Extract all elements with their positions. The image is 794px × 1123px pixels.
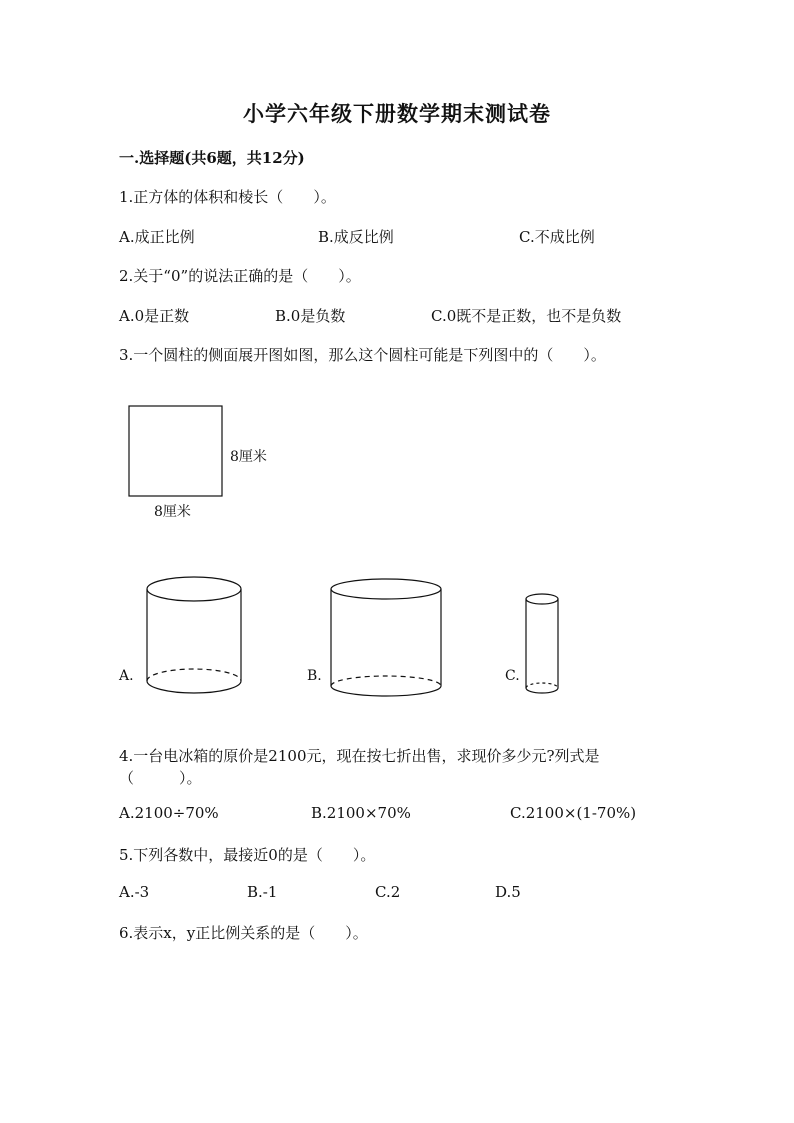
question-5-option-d: D.5 [495, 883, 521, 901]
question-2-option-b: B.0是负数 [275, 307, 346, 325]
question-1-option-b: B.成反比例 [318, 228, 394, 246]
question-1-option-a: A.成正比例 [119, 228, 195, 246]
page-title: 小学六年级下册数学期末测试卷 [243, 101, 551, 126]
question-4-option-c: C.2100×(1-70%) [510, 804, 637, 822]
question-5-option-c: C.2 [375, 883, 401, 901]
question-1-text: 1.正方体的体积和棱长（ ）。 [119, 188, 336, 206]
square-bottom-label: 8厘米 [154, 504, 191, 520]
section-heading: 一.选择题(共6题，共12分) [119, 149, 305, 167]
unfolded-side-square [129, 406, 222, 496]
cylinder-b [331, 579, 441, 696]
question-1-option-c: C.不成比例 [519, 228, 595, 246]
cylinder-c-label: C. [505, 668, 520, 684]
question-2-option-a: A.0是正数 [119, 307, 190, 325]
question-5-option-a: A.-3 [119, 883, 150, 901]
question-2-text: 2.关于“0”的说法正确的是（ ）。 [119, 267, 361, 285]
question-4-option-a: A.2100÷70% [119, 804, 219, 822]
question-4-text-line2: （ ）。 [119, 769, 202, 787]
question-3-text: 3.一个圆柱的侧面展开图如图，那么这个圆柱可能是下列图中的（ ）。 [119, 346, 606, 364]
question-4-text-line1: 4.一台电冰箱的原价是2100元，现在按七折出售，求现价多少元?列式是 [119, 747, 600, 765]
cylinder-a-label: A. [119, 668, 134, 684]
square-side-label: 8厘米 [230, 449, 267, 465]
question-2-option-c: C.0既不是正数，也不是负数 [431, 307, 622, 325]
question-4-option-b: B.2100×70% [311, 804, 411, 822]
cylinder-a [147, 577, 241, 693]
question-5-text: 5.下列各数中，最接近0的是（ ）。 [119, 846, 376, 864]
cylinder-c [526, 594, 558, 693]
cylinder-b-label: B. [307, 668, 322, 684]
question-6-text: 6.表示x，y正比例关系的是（ ）。 [119, 924, 368, 942]
question-5-option-b: B.-1 [247, 883, 278, 901]
